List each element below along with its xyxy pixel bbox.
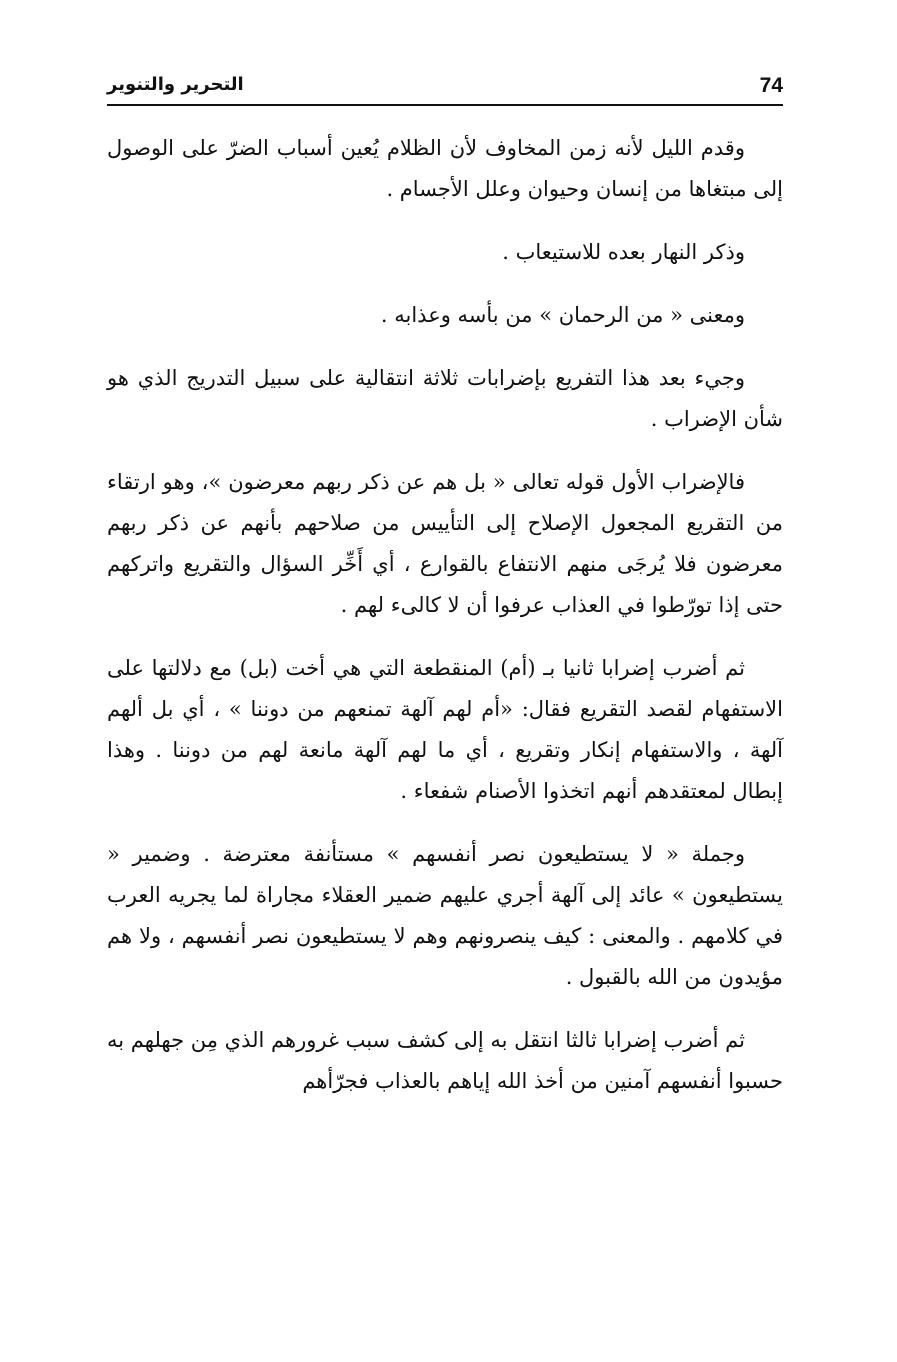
paragraph: ثم أضرب إضرابا ثانيا بـ (أم) المنقطعة التي هي أخت (بل) مع دلالتها على الاستفهام لقصد التقريع فقال: «أم لهم آلهة تمنعهم من دوننا » ، أي بل ألهم آلهة ، والاستفهام إنكار وتقريع ، أي ما لهم آلهة مانعة لهم من دوننا . وهذا إبطال لمعتقدهم أنهم اتخذوا الأصنام شفعاء . bbox=[107, 656, 783, 803]
paragraph: ومعنى « من الرحمان » من بأسه وعذابه . bbox=[380, 303, 745, 327]
paragraph: وجيء بعد هذا التفريع بإضرابات ثلاثة انتقالية على سبيل التدريج الذي هو شأن الإضراب . bbox=[107, 366, 783, 431]
paragraph: وقدم الليل لأنه زمن المخاوف لأن الظلام يُعين أسباب الضرّ على الوصول إلى مبتغاها من إنسان وحيوان وعلل الأجسام . bbox=[107, 136, 783, 201]
paragraph: وذكر النهار بعده للاستيعاب . bbox=[502, 240, 745, 264]
paragraph: وجملة « لا يستطيعون نصر أنفسهم » مستأنفة معترضة . وضمير « يستطيعون » عائد إلى آلهة أجري عليهم ضمير العقلاء مجاراة لما يجريه العرب في كلامهم . والمعنى : كيف ينصرونهم وهم لا يستطيعون نصر أنفسهم ، ولا هم مؤيدون من الله بالقبول . bbox=[107, 842, 783, 989]
paragraph: فالإضراب الأول قوله تعالى « بل هم عن ذكر ربهم معرضون »، وهو ارتقاء من التقريع المجعول الإصلاح إلى التأييس من صلاحهم بأنهم عن ذكر ربهم معرضون فلا يُرجَى منهم الانتفاع بالقوارع ، أي أَخِّر السؤال والتقريع واتركهم حتى إذا تورّطوا في العذاب عرفوا أن لا كالىء لهم . bbox=[107, 470, 783, 617]
page-header bbox=[107, 70, 783, 106]
page-number: 74 bbox=[759, 74, 783, 97]
running-title: التحرير والتنوير bbox=[107, 74, 244, 95]
paragraph: ثم أضرب إضرابا ثالثا انتقل به إلى كشف سبب غرورهم الذي مِن جهلهم به حسبوا أنفسهم آمنين من أخذ الله إياهم بالعذاب فجرّأهم bbox=[107, 1028, 783, 1093]
page-body bbox=[107, 128, 783, 1124]
